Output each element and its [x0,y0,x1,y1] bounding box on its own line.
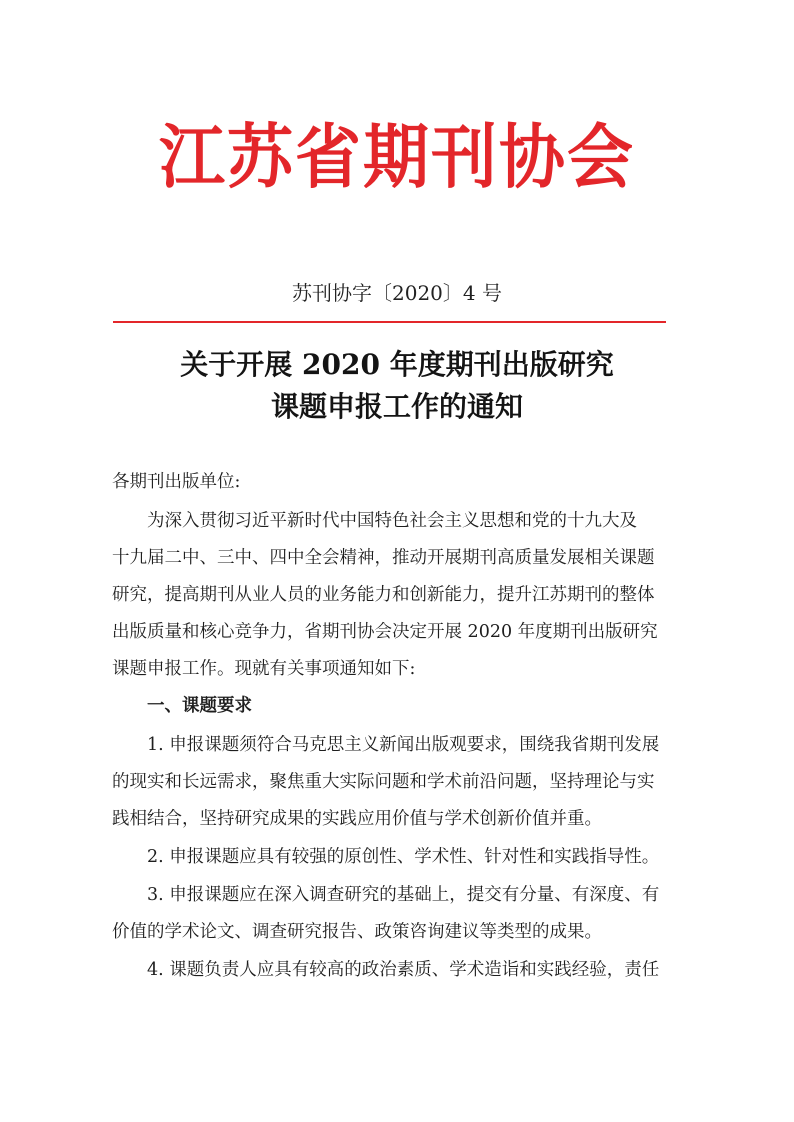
paragraph-line: 为深入贯彻习近平新时代中国特色社会主义思想和党的十九大及 [147,511,637,531]
document-number: 苏刊协字〔2020〕4 号 [292,281,502,305]
paragraph-line: 2. 申报课题应具有较强的原创性、学术性、针对性和实践指导性。 [147,847,660,867]
paragraph-line: 4. 课题负责人应具有较高的政治素质、学术造诣和实践经验，责任 [147,960,660,980]
title-line: 关于开展 2020 年度期刊出版研究 [180,348,614,381]
title-line: 课题申报工作的通知 [270,390,523,423]
letterhead-org-name: 江苏省期刊协会 [159,117,635,198]
section-heading: 一、课题要求 [147,696,252,716]
paragraph-line: 3. 申报课题应在深入调查研究的基础上，提交有分量、有深度、有 [147,885,660,905]
paragraph-line: 的现实和长远需求，聚焦重大实际问题和学术前沿问题，坚持理论与实 [112,772,655,792]
document-title [0,344,794,428]
paragraph-line: 十九届二中、三中、四中全会精神，推动开展期刊高质量发展相关课题 [112,548,655,568]
paragraph-line: 价值的学术论文、调查研究报告、政策咨询建议等类型的成果。 [112,922,602,942]
paragraph-line: 研究，提高期刊从业人员的业务能力和创新能力，提升江苏期刊的整体 [112,585,655,605]
red-divider-line [113,321,666,323]
paragraph-line: 课题申报工作。现就有关事项通知如下: [112,659,416,679]
salutation: 各期刊出版单位: [112,472,241,492]
paragraph-line: 出版质量和核心竞争力，省期刊协会决定开展 2020 年度期刊出版研究 [112,622,658,642]
paragraph-line: 践相结合，坚持研究成果的实践应用价值与学术创新价值并重。 [112,809,602,829]
paragraph-line: 1. 申报课题须符合马克思主义新闻出版观要求，围绕我省期刊发展 [147,735,660,755]
